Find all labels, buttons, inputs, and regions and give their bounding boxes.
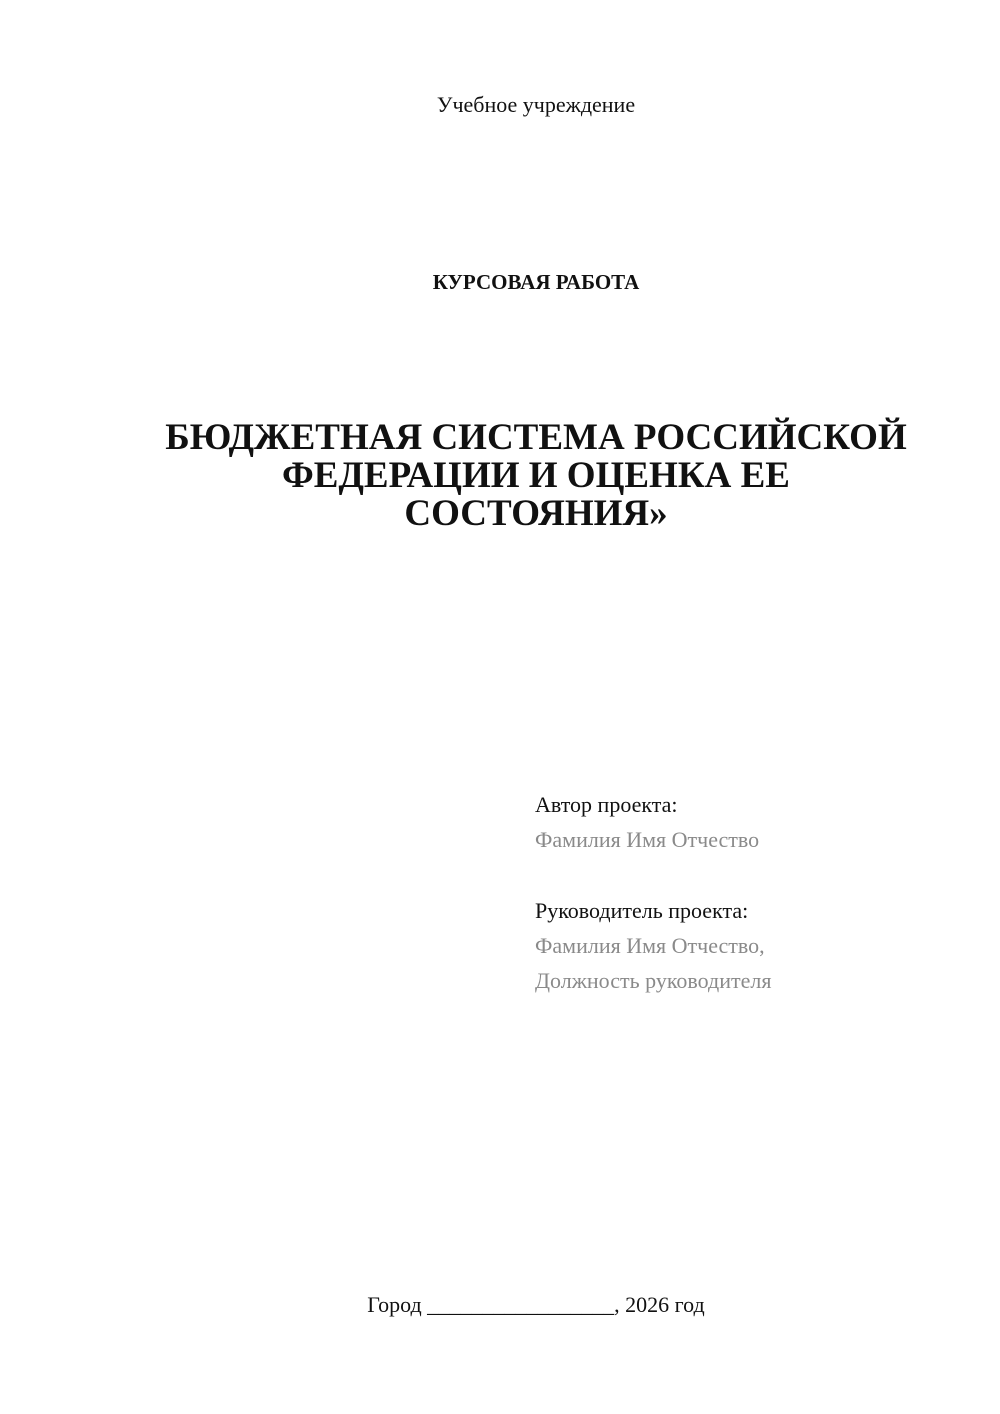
- title-line: ФЕДЕРАЦИИ И ОЦЕНКА ЕЕ: [282, 455, 790, 496]
- title-line: СОСТОЯНИЯ»: [404, 493, 668, 534]
- author-name: Фамилия Имя Отчество: [535, 827, 760, 852]
- supervisor-position: Должность руководителя: [535, 968, 772, 993]
- title-line: БЮДЖЕТНАЯ СИСТЕМА РОССИЙСКОЙ: [165, 417, 907, 458]
- document-type: КУРСОВАЯ РАБОТА: [432, 270, 640, 294]
- supervisor-label: Руководитель проекта:: [535, 898, 749, 923]
- credits-block: [535, 787, 975, 998]
- author-label: Автор проекта:: [535, 792, 678, 817]
- city-year-line: Город _________________, 2026 год: [367, 1292, 705, 1317]
- document-title: [145, 419, 927, 533]
- institution-name: Учебное учреждение: [436, 92, 636, 117]
- supervisor-name: Фамилия Имя Отчество,: [535, 933, 765, 958]
